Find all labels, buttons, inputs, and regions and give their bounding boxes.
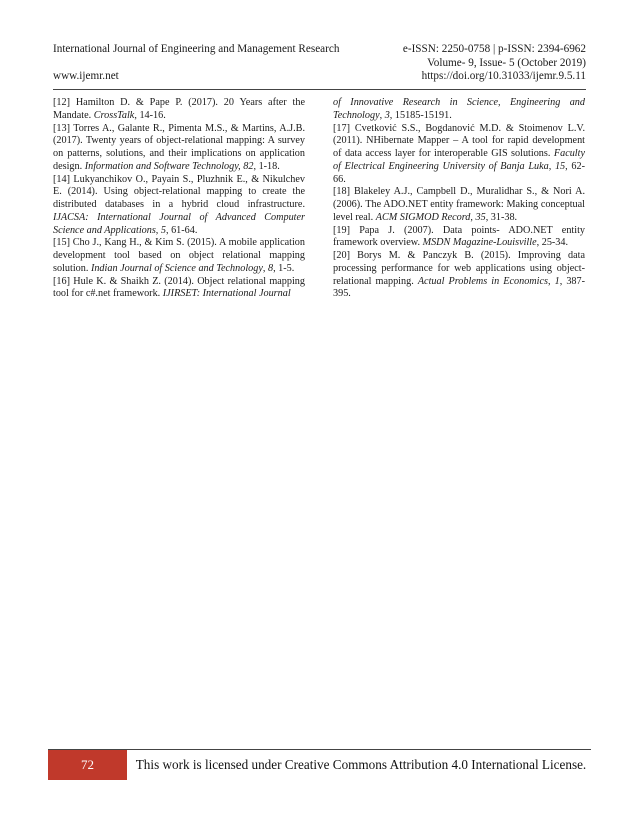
reference-entry <box>53 123 305 174</box>
reference-source: 8 <box>267 262 274 274</box>
reference-text: [17] Cvetković S.S., Bogdanović M.D. & Stoimenov L.V. (2011). NHibernate Mapper – A tool for rapid development of data access layer for interoperable GIS solutions. <box>333 122 585 159</box>
reference-source: CrossTalk <box>93 109 135 121</box>
reference-entry <box>53 276 305 302</box>
reference-text: , <box>262 262 268 274</box>
reference-text: [16] Hule K. & Shaikh Z. (2014). Object relational mapping tool for c#.net framework. <box>53 275 305 300</box>
reference-text: [15] Cho J., Kang H., & Kim S. (2015). A mobile application development tool based on object relational mapping solution. <box>53 237 305 274</box>
reference-source: IJACSA: International Journal of Advanced Computer Science and Applications, 5 <box>53 211 305 236</box>
reference-text: , 61-64. <box>165 224 198 236</box>
reference-entry <box>53 97 305 123</box>
volume-issue: Volume- 9, Issue- 5 (October 2019) <box>427 57 586 69</box>
reference-text: [13] Torres A., Galante R., Pimenta M.S., & Martins, A.J.B. (2017). Twenty years of object-relational mapping: A survey on patterns, solutions, and their implications on application design. <box>53 122 305 172</box>
reference-source: IJIRSET: International Journal <box>162 288 291 300</box>
reference-entry <box>333 225 585 251</box>
reference-text: [18] Blakeley A.J., Campbell D., Muralidhar S., & Nori A. (2006). The ADO.NET entity framework: Making conceptual level real. <box>333 186 585 223</box>
reference-text: [14] Lukyanchikov O., Payain S., Pluzhnik E., & Nikulchev E. (2014). Using object-relational mapping to create the distributed databases in a hybrid cloud infrastructure. <box>53 173 305 210</box>
reference-text: , 15185-15191. <box>389 109 452 121</box>
reference-text: , <box>379 109 385 121</box>
references-right-column <box>333 97 585 301</box>
reference-text: [12] Hamilton D. & Pape P. (2017). 20 Years after the Mandate. <box>53 97 305 121</box>
reference-entry <box>333 123 585 187</box>
journal-title: International Journal of Engineering and Management Research <box>53 43 340 55</box>
reference-entry <box>333 97 585 123</box>
reference-text: [20] Borys M. & Panczyk B. (2015). Improving data processing performance for web applications using object-relational mapping. <box>333 250 585 287</box>
website-link[interactable]: www.ijemr.net <box>53 70 119 82</box>
header-divider <box>53 89 586 90</box>
reference-text: , 62-66. <box>333 160 585 185</box>
reference-source: Actual Problems in Economics <box>417 275 548 287</box>
reference-source: MSDN Magazine-Louisville <box>422 237 537 249</box>
reference-text: , 25-34. <box>536 237 569 249</box>
reference-entry <box>333 250 585 301</box>
reference-source: Indian Journal of Science and Technology <box>90 262 263 274</box>
reference-text: , 14-16. <box>134 109 166 121</box>
reference-source: Information and Software Technology, 82 <box>84 160 254 172</box>
reference-text: , 1-18. <box>253 160 280 172</box>
reference-text: , 31-38. <box>485 211 518 223</box>
reference-source: Faculty of Electrical Engineering University of Banja Luka, 15 <box>333 148 585 172</box>
reference-source: 3 <box>384 109 390 121</box>
reference-entry <box>53 174 305 238</box>
reference-text: , 387-395. <box>333 275 586 300</box>
reference-text: , 1-5. <box>273 262 295 274</box>
reference-text: , <box>470 211 476 223</box>
reference-text: , <box>547 275 555 287</box>
reference-entry <box>333 186 585 224</box>
reference-text: [19] Papa J. (2007). Data points- ADO.NET entity framework overview. <box>333 224 585 249</box>
issn: e-ISSN: 2250-0758 | p-ISSN: 2394-6962 <box>402 43 586 55</box>
reference-entry <box>53 237 305 275</box>
reference-source: of Innovative Research in Science, Engineering and Technology <box>333 97 585 121</box>
reference-source: 35 <box>475 211 486 223</box>
references-left-column <box>53 97 305 301</box>
reference-source: ACM SIGMOD Record <box>375 211 471 223</box>
license-notice: This work is licensed under Creative Commons Attribution 4.0 International License. <box>135 757 587 772</box>
doi-link[interactable]: https://doi.org/10.31033/ijemr.9.5.11 <box>421 70 586 82</box>
reference-source: 1 <box>554 275 560 287</box>
page-number: 72 <box>48 750 127 780</box>
